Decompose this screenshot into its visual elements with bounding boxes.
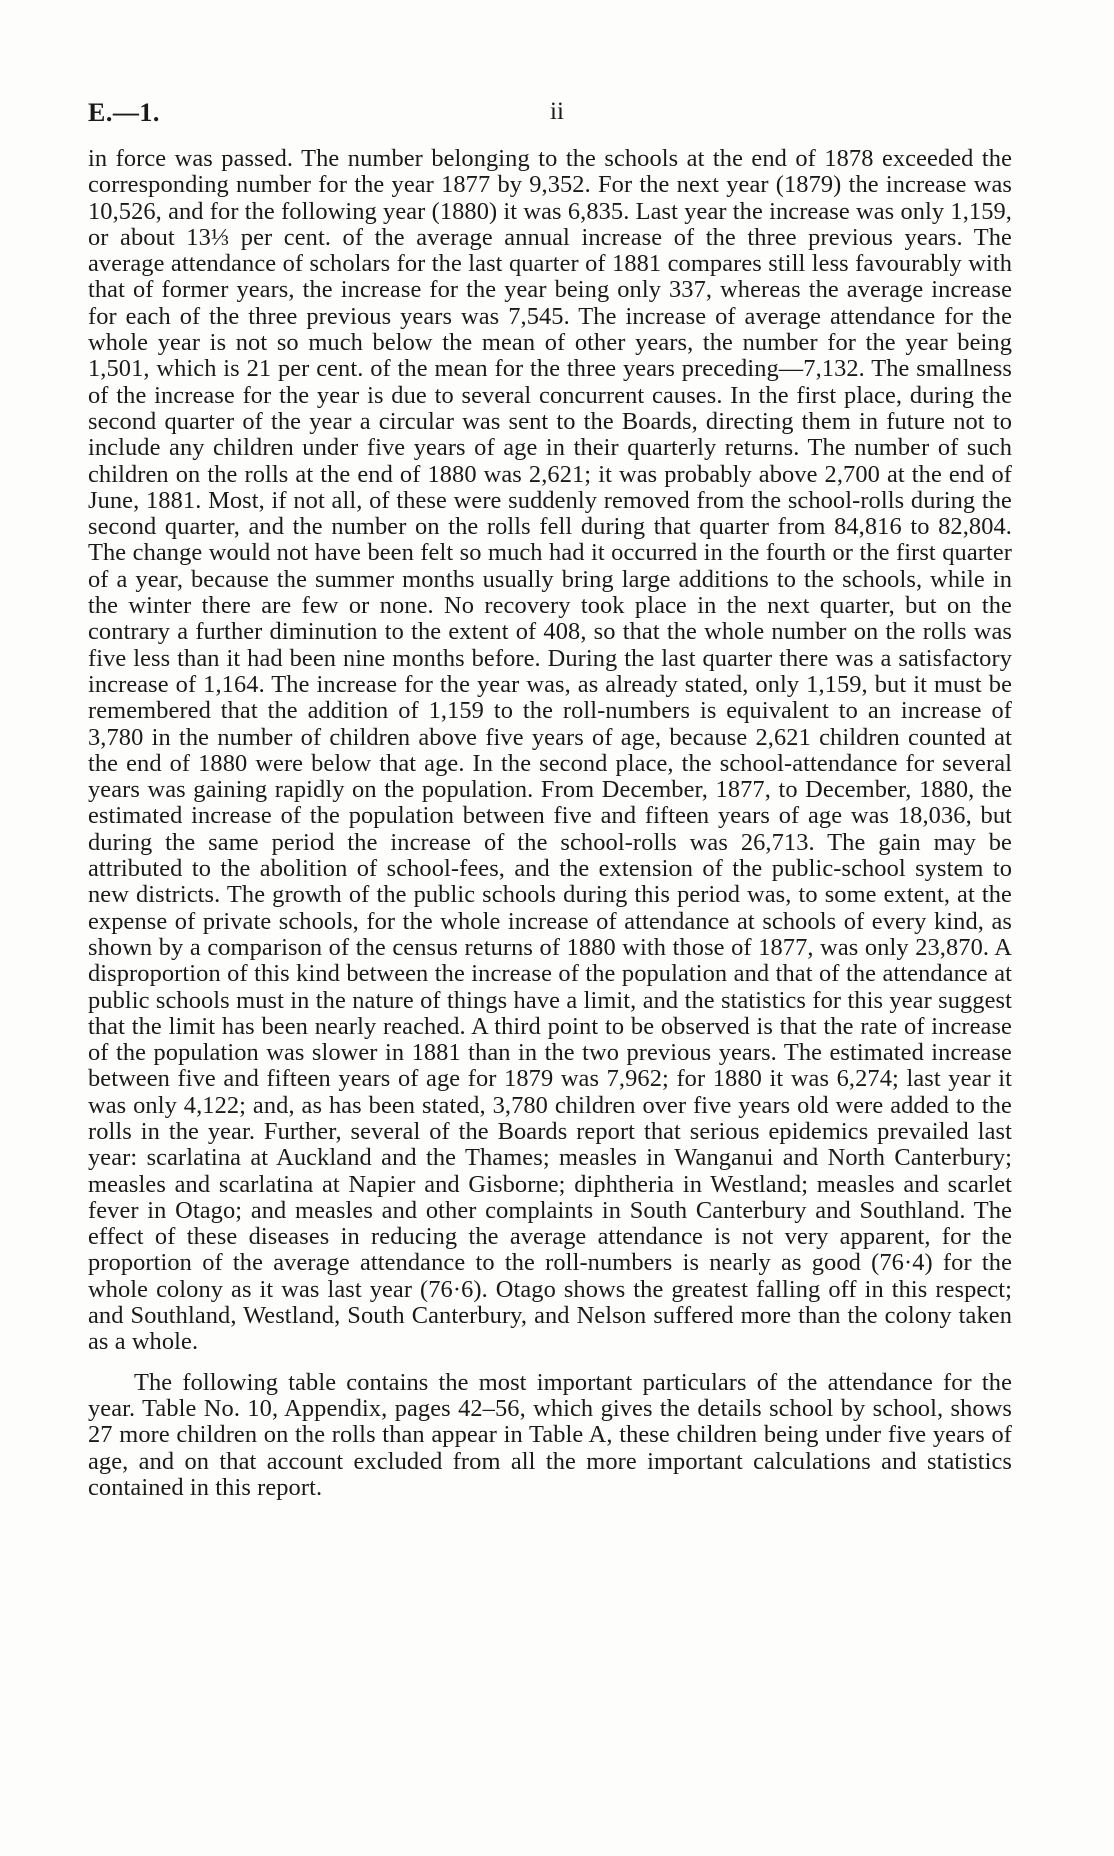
paragraph-table-intro: The following table contains the most important particulars of the attendance for the year. Table No. 10, Appendix, pages 42–56, which gives the details school by school, shows 27 more children on the rolls than appear in Table A, these children being under five years of age, and on that account excluded from all the more important calculations and statistics contained in this report. <box>88 1368 1012 1501</box>
body-text <box>88 146 1012 1501</box>
page-header <box>88 98 1026 132</box>
document-code: E.—1. <box>88 98 160 127</box>
paragraph-attendance-increase: in force was passed. The number belonging to the schools at the end of 1878 exceeded the corresponding number for the year 1877 by 9,352. For the next year (1879) the increase was 10,526, and for the following year (1880) it was 6,835. Last year the increase was only 1,159, or about 13⅓ per cent. of the average annual increase of the three previous years. The average attendance of scholars for the last quarter of 1881 compares still less favourably with that of former years, the increase for the year being only 337, whereas the average increase for each of the three previous years was 7,545. The increase of average attendance for the whole year is not so much below the mean of other years, the number for the year being 1,501, which is 21 per cent. of the mean for the three years preceding—7,132. The smallness of the increase for the year is due to several concurrent causes. In the first place, during the second quarter of the year a circular was sent to the Boards, directing them in future not to include any children under five years of age in their quarterly returns. The number of such children on the rolls at the end of 1880 was 2,621; it was probably above 2,700 at the end of June, 1881. Most, if not all, of these were suddenly removed from the school-rolls during the second quarter, and the number on the rolls fell during that quarter from 84,816 to 82,804. The change would not have been felt so much had it occurred in the fourth or the first quarter of a year, because the summer months usually bring large additions to the schools, while in the winter there are few or none. No recovery took place in the next quarter, but on the contrary a further diminution to the extent of 408, so that the whole number on the rolls was five less than it had been nine months before. During the last quarter there was a satisfactory increase of 1,164. The increase for the year was, as already stated, only 1,159, but it must be remembered that the addition of 1,159 to the roll-numbers is equivalent to an increase of 3,780 in the number of children above five years of age, because 2,621 children counted at the end of 1880 were below that age. In the second place, the school-attendance for several years was gaining rapidly on the population. From December, 1877, to December, 1880, the estimated increase of the population between five and fifteen years of age was 18,036, but during the same period the increase of the school-rolls was 26,713. The gain may be attributed to the abolition of school-fees, and the extension of the public-school system to new districts. The growth of the public schools during this period was, to some extent, at the expense of private schools, for the whole increase of attendance at schools of every kind, as shown by a comparison of the census returns of 1880 with those of 1877, was only 23,870. A disproportion of this kind between the increase of the population and that of the attendance at public schools must in the nature of things have a limit, and the statistics for this year suggest that the limit has been nearly reached. A third point to be observed is that the rate of increase of the population was slower in 1881 than in the two previous years. The estimated increase between five and fifteen years of age for 1879 was 7,962; for 1880 it was 6,274; last year it was only 4,122; and, as has been stated, 3,780 children over five years old were added to the rolls in the year. Further, several of the Boards report that serious epidemics prevailed last year: scarlatina at Auckland and the Thames; measles in Wanganui and North Canterbury; measles and scarlatina at Napier and Gisborne; diphtheria in Westland; measles and scarlet fever in Otago; and measles and other complaints in South Canterbury and Southland. The effect of these diseases in reducing the average attendance is not very apparent, for the proportion of the average attendance to the roll-numbers is nearly as good (76·4) for the whole colony as it was last year (76·6). Otago shows the greatest falling off in this respect; and Southland, Westland, South Canterbury, and Nelson suffered more than the colony taken as a whole. <box>88 145 1012 1356</box>
page-number: ii <box>550 98 564 125</box>
